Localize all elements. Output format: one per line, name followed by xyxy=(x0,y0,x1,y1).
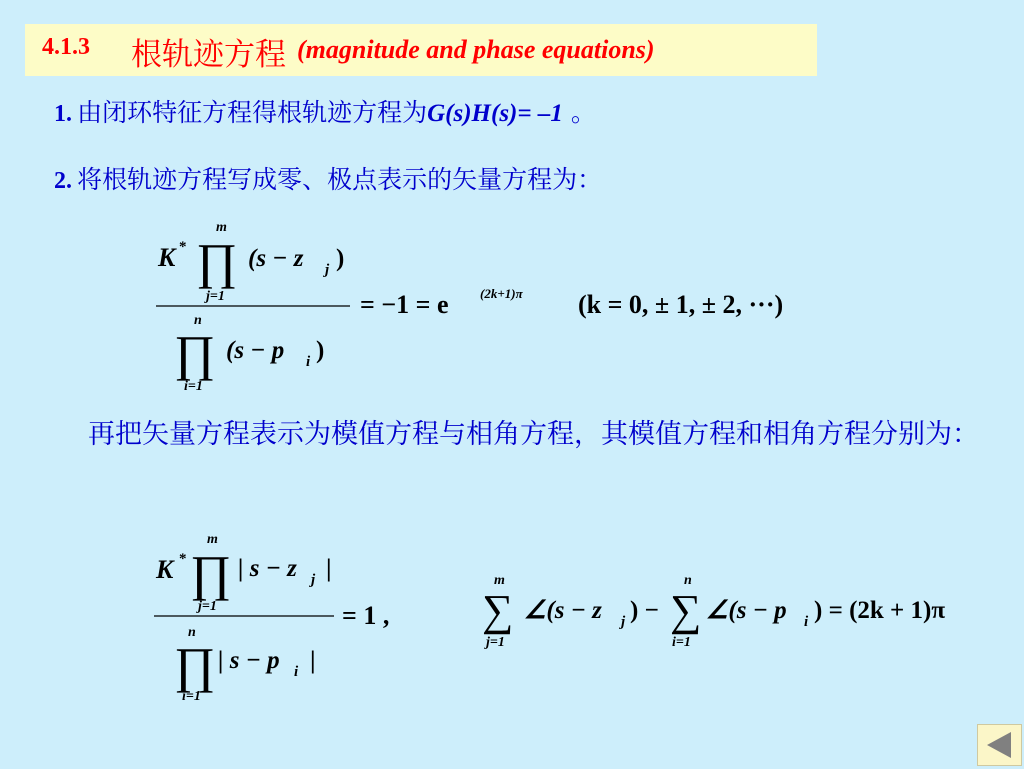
rhs-equality: = −1 = e xyxy=(360,290,449,319)
sum2-lower-i: i=1 xyxy=(672,635,691,650)
mag-prod-upper-m: m xyxy=(207,532,218,547)
sum2-upper-n: n xyxy=(684,573,692,588)
numerator-subscript: j xyxy=(325,262,330,278)
back-arrow-icon xyxy=(978,725,1021,765)
vector-equation xyxy=(150,218,850,398)
gain-star: * xyxy=(179,239,187,255)
explanation-paragraph: 再把矢量方程表示为模值方程与相角方程，其模值方程和相角方程分别为： xyxy=(88,419,979,450)
section-title-chinese: 根轨迹方程 xyxy=(131,37,286,73)
sum-symbol-1: ∑ xyxy=(482,586,514,635)
mag-gain-star: * xyxy=(179,551,187,567)
statement-2-number: 2. xyxy=(54,168,72,194)
mag-rhs: = 1 , xyxy=(342,601,390,630)
phase-equation xyxy=(480,570,1010,660)
section-title xyxy=(25,24,817,76)
mag-product-num: ∏ xyxy=(190,545,232,601)
section-title-english: (magnitude and phase equations) xyxy=(297,35,655,64)
mag-prod-lower-j: j=1 xyxy=(198,599,217,614)
prod-upper-m: m xyxy=(216,220,227,235)
denominator-subscript: i xyxy=(306,354,311,370)
statement-1 xyxy=(54,93,596,129)
k-condition: (k = 0, ± 1, ± 2, ···) xyxy=(578,290,784,319)
phase-term-1: ∠(s − z xyxy=(524,597,602,624)
sum1-upper-m: m xyxy=(494,573,505,588)
phase-term-2: ∠(s − p xyxy=(706,597,787,624)
phase-subscript-2: i xyxy=(804,614,809,630)
statement-2-text: 将根轨迹方程写成零、极点表示的矢量方程为： xyxy=(77,165,603,194)
gain-symbol: K xyxy=(158,243,176,272)
mag-prod-upper-n: n xyxy=(188,625,196,640)
product-symbol-den: ∏ xyxy=(174,325,216,381)
prod-lower-i: i=1 xyxy=(184,379,203,394)
mag-denominator-subscript: i xyxy=(294,664,299,680)
phase-minus: ) − xyxy=(630,597,659,624)
statement-1-text: 由闭环特征方程得根轨迹方程为 xyxy=(77,98,428,127)
mag-numerator-bar: | xyxy=(326,555,332,582)
statement-1-number: 1. xyxy=(54,101,72,127)
mag-denominator-bar: | xyxy=(310,647,316,674)
magnitude-equation xyxy=(150,530,450,710)
sum1-lower-j: j=1 xyxy=(486,635,505,650)
numerator-close: ) xyxy=(336,245,345,272)
statement-1-end: 。 xyxy=(562,98,596,127)
back-button[interactable] xyxy=(977,724,1022,766)
characteristic-equation: G(s)H(s)= –1 xyxy=(427,100,563,127)
mag-gain-symbol: K xyxy=(156,555,174,584)
denominator-term: (s − p xyxy=(226,337,285,364)
mag-product-den: ∏ xyxy=(174,637,216,693)
sum-symbol-2: ∑ xyxy=(670,586,702,635)
statement-2 xyxy=(54,160,602,196)
exponent: (2k+1)π xyxy=(480,286,523,301)
mag-numerator-term: | s − z xyxy=(238,555,297,582)
phase-subscript-1: j xyxy=(621,614,626,630)
phase-rhs: ) = (2k + 1)π xyxy=(814,597,946,624)
prod-upper-n: n xyxy=(194,313,202,328)
denominator-close: ) xyxy=(316,337,325,364)
section-number: 4.1.3 xyxy=(42,34,90,60)
prod-lower-j: j=1 xyxy=(206,289,225,304)
mag-prod-lower-i: i=1 xyxy=(182,689,201,704)
mag-denominator-term: | s − p xyxy=(218,647,280,674)
product-symbol-num: ∏ xyxy=(196,233,238,289)
mag-numerator-subscript: j xyxy=(311,572,316,588)
numerator-term: (s − z xyxy=(248,245,304,272)
